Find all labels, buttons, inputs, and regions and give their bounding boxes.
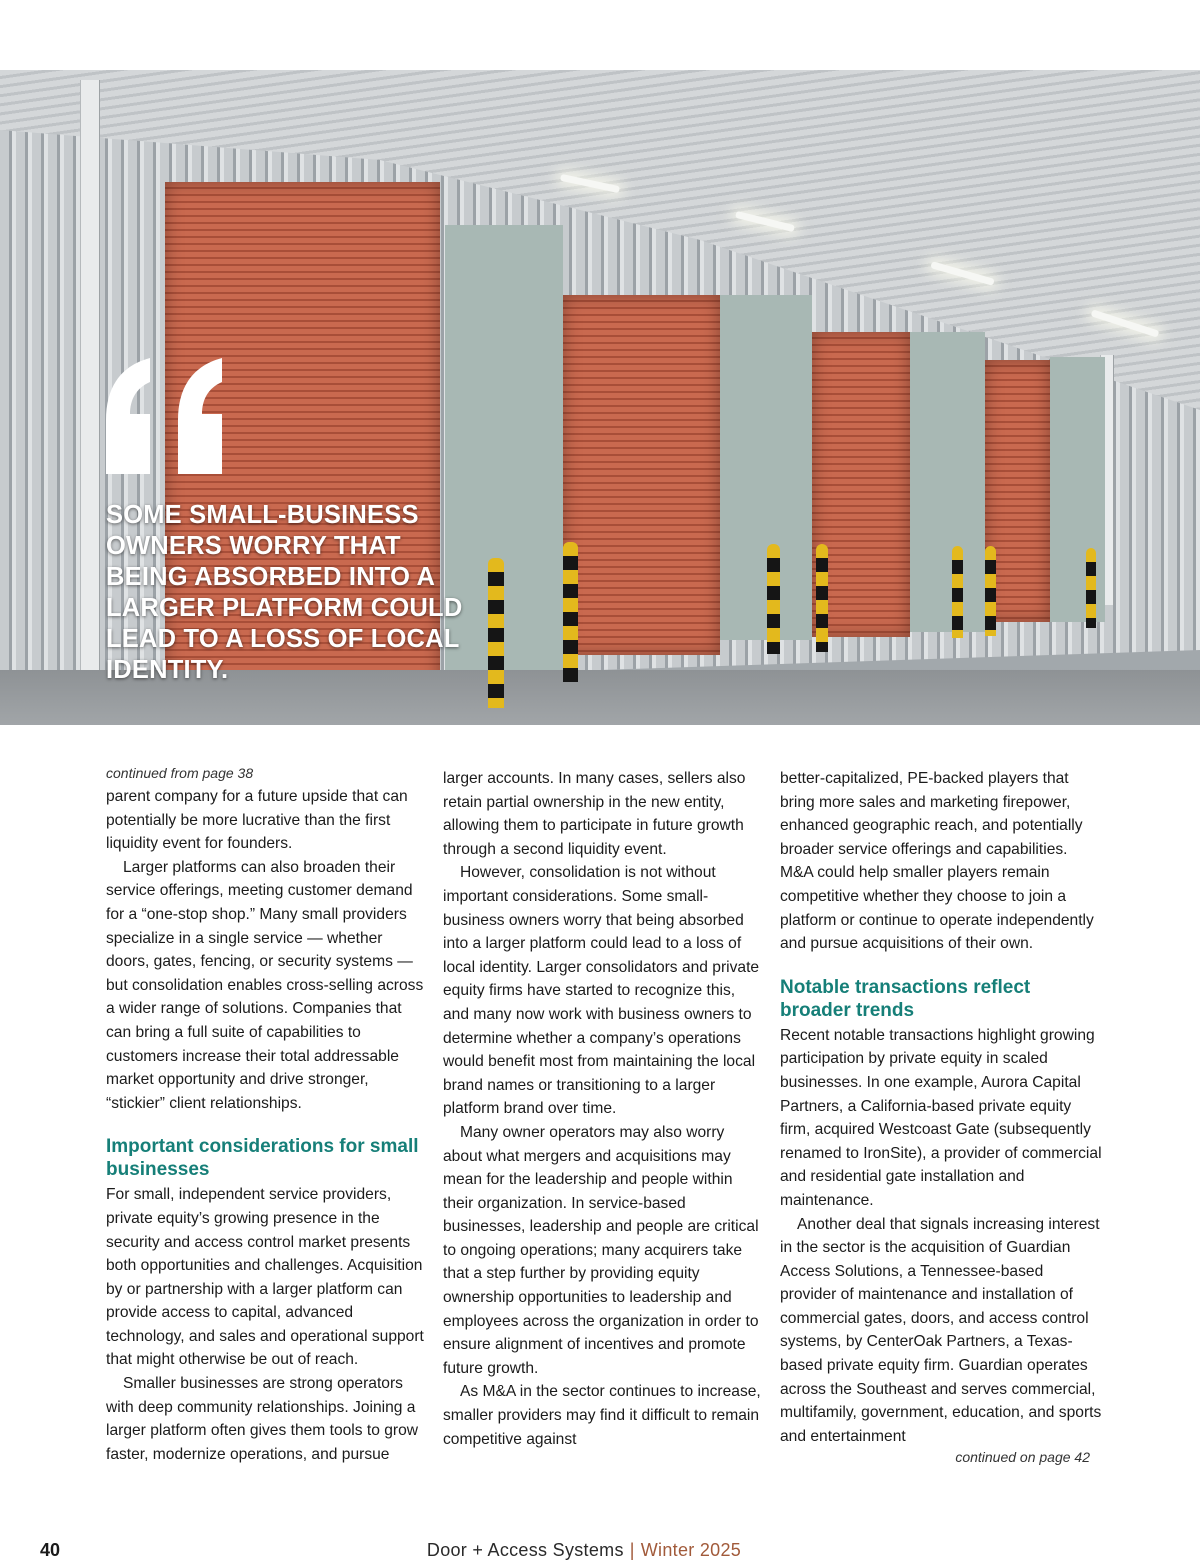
safety-bollard <box>985 546 996 636</box>
door-frame <box>910 332 985 632</box>
safety-bollard <box>952 546 963 638</box>
roller-door <box>563 295 720 655</box>
publication-name: Door + Access Systems <box>426 1540 624 1560</box>
page-number: 40 <box>40 1540 61 1560</box>
article-column-2 <box>443 767 765 1451</box>
downpipe <box>80 80 100 670</box>
body-paragraph: However, consolidation is not without important considerations. Some small-business owners worry that being absorbed into a larger platform could lead to a loss of local identity. Larger consolidators and private equity firms have started to recognize this, and many now work with business owners to determine whether a company’s operations would benefit most from maintaining the local brand names or transitioning to a larger platform brand over time. <box>443 864 760 1118</box>
publication-footer <box>0 1540 1168 1561</box>
safety-bollard <box>816 544 828 652</box>
section-subhead: Notable transactions reflect broader trends <box>780 976 1031 1021</box>
body-paragraph: better-capitalized, PE-backed players that bring more sales and marketing firepower, enhanced geographic reach, and potentially broader service offerings and capabilities. M&A could help smaller players remain competitive whether they choose to join a platform or continue to operate independently and pursue acquisitions of their own. <box>780 770 1094 953</box>
body-paragraph: Larger platforms can also broaden their service offerings, meeting customer demand for a “one-stop shop.” Many small providers specialize in a single service — whether doors, gates, fencing, or security systems — but consolidation enables cross-selling across a wider range of solutions. Companies that can bring a full suite of capabilities to customers increase their total addressable market opportunity and drive stronger, “stickier” client relationships. <box>106 858 424 1112</box>
body-paragraph: For small, independent service providers, private equity’s growing presence in the security and access control market presents both opportunities and challenges. Acquisition by or partnership with a larger platform can provide access to capital, advanced technology, and sales and operational support that might otherwise be out of reach. <box>106 1186 424 1369</box>
door-frame <box>1050 357 1105 622</box>
safety-bollard <box>563 542 578 682</box>
body-paragraph: parent company for a future upside that can potentially be more lucrative than the first liquidity event for founders. <box>106 788 408 853</box>
body-paragraph: larger accounts. In many cases, sellers also retain partial ownership in the new entity, allowing them to participate in future growth through a second liquidity event. <box>443 770 746 858</box>
body-paragraph: Recent notable transactions highlight growing participation by private equity in scaled businesses. In one example, Aurora Capital Partners, a California-based private equity firm, acquired Westcoast Gate (subsequently renamed to IronSite), a provider of commercial and residential gate installation and maintenance. <box>780 1026 1102 1209</box>
safety-bollard <box>767 544 780 654</box>
body-paragraph: Smaller businesses are strong operators with deep community relationships. Joining a larger platform often gives them tools to grow faster, modernize operations, and pursue <box>106 1375 419 1463</box>
quotation-mark-icon <box>106 358 256 474</box>
continued-from-note: continued from page 38 <box>106 765 254 781</box>
body-paragraph: Many owner operators may also worry about what mergers and acquisitions may mean for the leadership and people within their organization. In service-based businesses, leadership and people are critical to ongoing operations; many acquirers take that a step further by providing equity ownership opportunities to leadership and employees across the organization in order to ensure alignment of incentives and promote future growth. <box>443 1123 759 1377</box>
article-column-3 <box>780 767 1102 1466</box>
pull-quote: SOME SMALL-BUSINESS OWNERS WORRY THAT BEING ABSORBED INTO A LARGER PLATFORM COULD LEAD TO A LOSS OF LOCAL IDENTITY. <box>106 501 463 684</box>
hero-photo <box>0 70 1200 725</box>
body-paragraph: As M&A in the sector continues to increase, smaller providers may find it difficult to remain competitive against <box>443 1383 761 1448</box>
safety-bollard <box>1086 548 1096 628</box>
article-column-1 <box>106 764 428 1466</box>
continued-on-note: continued on page 42 <box>955 1449 1090 1466</box>
door-frame <box>720 295 812 640</box>
footer-separator: | <box>629 1540 635 1560</box>
body-paragraph: Another deal that signals increasing interest in the sector is the acquisition of Guardian Access Solutions, a Tennessee-based provider of maintenance and installation of commercial gates, doors, and access control systems, by CenterOak Partners, a Texas-based private equity firm. Guardian operates across the Southeast and serves commercial, multifamily, government, education, and sports and entertainment <box>780 1215 1102 1445</box>
section-subhead: Important considerations for small businesses <box>106 1136 419 1181</box>
safety-bollard <box>488 558 504 708</box>
issue-date: Winter 2025 <box>640 1540 742 1560</box>
